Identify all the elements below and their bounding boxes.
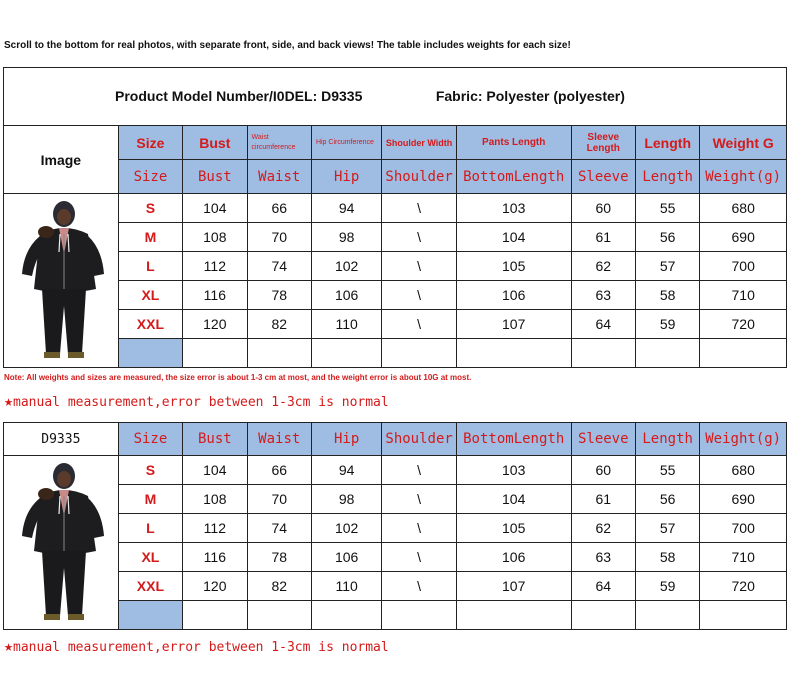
- cell-empty: [571, 339, 635, 368]
- cell-shoulder: \: [382, 572, 456, 601]
- header-pants-length: Pants Length: [456, 126, 571, 160]
- cell-bust: 116: [183, 543, 247, 572]
- cell-empty: [183, 339, 247, 368]
- size-table-2: [3, 422, 787, 630]
- cell-bottom: 103: [456, 194, 571, 223]
- cell-size-empty: [118, 339, 182, 368]
- cell-bust: 108: [183, 485, 247, 514]
- cell-sleeve: 61: [571, 485, 635, 514]
- note-text: Note: All weights and sizes are measured, the size error is about 1-3 cm at most, and the weight error is about 10G at most.: [4, 373, 472, 382]
- cell-bust: 120: [183, 572, 247, 601]
- cell-empty: [635, 339, 699, 368]
- sub-hip: Hip: [311, 160, 381, 194]
- cell-empty: [456, 601, 571, 630]
- product-model: Product Model Number/I0DEL: D9335: [115, 87, 363, 104]
- cell-weight: 720: [700, 310, 787, 339]
- cell-shoulder: \: [382, 485, 456, 514]
- cell-size: M: [118, 485, 182, 514]
- sub-bust: Bust: [183, 160, 247, 194]
- header-length: Length: [635, 126, 699, 160]
- cell-empty: [456, 339, 571, 368]
- cell-bottom: 107: [456, 310, 571, 339]
- model-photo: [4, 194, 119, 368]
- cell-bust: 104: [183, 456, 247, 485]
- size-table-1: [3, 67, 787, 368]
- cell-hip: 94: [311, 456, 381, 485]
- model-code: D9335: [4, 423, 119, 456]
- cell-bottom: 107: [456, 572, 571, 601]
- sub-size-2: Size: [118, 423, 182, 456]
- cell-empty: [247, 601, 311, 630]
- cell-shoulder: \: [382, 252, 456, 281]
- cell-waist: 70: [247, 223, 311, 252]
- model-photo-icon: [4, 456, 116, 628]
- cell-hip: 98: [311, 485, 381, 514]
- manual-note-text: manual measurement,error between 1-3cm is normal: [13, 395, 389, 410]
- header-bust: Bust: [183, 126, 247, 160]
- cell-hip: 110: [311, 572, 381, 601]
- cell-hip: 102: [311, 514, 381, 543]
- cell-length: 57: [635, 514, 699, 543]
- cell-empty: [571, 601, 635, 630]
- cell-waist: 66: [247, 456, 311, 485]
- cell-weight: 700: [700, 252, 787, 281]
- title-row: [4, 68, 787, 126]
- cell-sleeve: 64: [571, 572, 635, 601]
- sub-bottom-length: BottomLength: [456, 160, 571, 194]
- cell-length: 55: [635, 194, 699, 223]
- cell-hip: 110: [311, 310, 381, 339]
- cell-size: XXL: [118, 310, 182, 339]
- cell-bust: 104: [183, 194, 247, 223]
- table-row: [4, 310, 787, 339]
- table-row: [4, 223, 787, 252]
- cell-empty: [700, 601, 787, 630]
- model-photo: [4, 456, 119, 630]
- cell-size: L: [118, 252, 182, 281]
- cell-weight: 710: [700, 543, 787, 572]
- cell-weight: 680: [700, 456, 787, 485]
- cell-length: 55: [635, 456, 699, 485]
- cell-bottom: 104: [456, 223, 571, 252]
- cell-bust: 120: [183, 310, 247, 339]
- cell-shoulder: \: [382, 456, 456, 485]
- table-row: [4, 281, 787, 310]
- sub-waist: Waist: [247, 160, 311, 194]
- cell-weight: 680: [700, 194, 787, 223]
- table-row: [4, 456, 787, 485]
- cell-bottom: 106: [456, 543, 571, 572]
- cell-hip: 106: [311, 543, 381, 572]
- header-hip: Hip Circumference: [311, 126, 381, 160]
- cell-bust: 116: [183, 281, 247, 310]
- table-1-body: [4, 194, 787, 368]
- cell-sleeve: 64: [571, 310, 635, 339]
- cell-size: S: [118, 456, 182, 485]
- sub-size: Size: [118, 160, 182, 194]
- sub-hip-2: Hip: [311, 423, 381, 456]
- cell-shoulder: \: [382, 281, 456, 310]
- table-row: [4, 514, 787, 543]
- header-size: Size: [118, 126, 182, 160]
- star-icon: ★: [4, 637, 14, 655]
- cell-waist: 78: [247, 543, 311, 572]
- cell-hip: 98: [311, 223, 381, 252]
- cell-empty: [382, 601, 456, 630]
- table-row: [4, 252, 787, 281]
- cell-empty: [382, 339, 456, 368]
- cell-waist: 78: [247, 281, 311, 310]
- cell-waist: 74: [247, 514, 311, 543]
- cell-weight: 720: [700, 572, 787, 601]
- cell-weight: 700: [700, 514, 787, 543]
- cell-sleeve: 61: [571, 223, 635, 252]
- cell-empty: [311, 601, 381, 630]
- sub-weight: Weight(g): [700, 160, 787, 194]
- sub-shoulder-2: Shoulder: [382, 423, 456, 456]
- cell-bottom: 104: [456, 485, 571, 514]
- header-sleeve: Sleeve Length: [571, 126, 635, 160]
- cell-sleeve: 60: [571, 194, 635, 223]
- table-row: [4, 485, 787, 514]
- cell-empty: [183, 601, 247, 630]
- cell-sleeve: 60: [571, 456, 635, 485]
- cell-waist: 70: [247, 485, 311, 514]
- cell-size: XL: [118, 543, 182, 572]
- cell-shoulder: \: [382, 223, 456, 252]
- cell-sleeve: 62: [571, 252, 635, 281]
- cell-shoulder: \: [382, 543, 456, 572]
- cell-bust: 112: [183, 252, 247, 281]
- cell-size: XL: [118, 281, 182, 310]
- cell-bottom: 105: [456, 252, 571, 281]
- cell-bust: 112: [183, 514, 247, 543]
- cell-size: M: [118, 223, 182, 252]
- header-shoulder: Shoulder Width: [382, 126, 456, 160]
- cell-shoulder: \: [382, 310, 456, 339]
- cell-waist: 82: [247, 310, 311, 339]
- sub-waist-2: Waist: [247, 423, 311, 456]
- manual-note-text: manual measurement,error between 1-3cm is normal: [13, 640, 389, 655]
- cell-length: 56: [635, 223, 699, 252]
- cell-weight: 710: [700, 281, 787, 310]
- manual-note-2: [4, 637, 389, 655]
- cell-sleeve: 62: [571, 514, 635, 543]
- table-row: [4, 572, 787, 601]
- cell-hip: 102: [311, 252, 381, 281]
- cell-length: 59: [635, 572, 699, 601]
- cell-empty: [700, 339, 787, 368]
- cell-shoulder: \: [382, 194, 456, 223]
- cell-weight: 690: [700, 223, 787, 252]
- star-icon: ★: [4, 392, 14, 410]
- fabric: Fabric: Polyester (polyester): [435, 87, 625, 104]
- sub-sleeve: Sleeve: [571, 160, 635, 194]
- cell-hip: 94: [311, 194, 381, 223]
- cell-bottom: 105: [456, 514, 571, 543]
- cell-waist: 66: [247, 194, 311, 223]
- sub-bottom-length-2: BottomLength: [456, 423, 571, 456]
- cell-length: 57: [635, 252, 699, 281]
- intro-text: Scroll to the bottom for real photos, with separate front, side, and back views! The table includes weights for each size!: [4, 40, 571, 51]
- cell-empty: [247, 339, 311, 368]
- sub-weight-2: Weight(g): [700, 423, 787, 456]
- cell-size: S: [118, 194, 182, 223]
- cell-sleeve: 63: [571, 281, 635, 310]
- cell-waist: 82: [247, 572, 311, 601]
- cell-size: L: [118, 514, 182, 543]
- cell-shoulder: \: [382, 514, 456, 543]
- cell-bust: 108: [183, 223, 247, 252]
- header-weight: Weight G: [700, 126, 787, 160]
- cell-empty: [311, 339, 381, 368]
- cell-bottom: 103: [456, 456, 571, 485]
- cell-waist: 74: [247, 252, 311, 281]
- cell-weight: 690: [700, 485, 787, 514]
- table-row-empty: [4, 339, 787, 368]
- cell-empty: [635, 601, 699, 630]
- cell-size: XXL: [118, 572, 182, 601]
- cell-bottom: 106: [456, 281, 571, 310]
- table-row: [4, 543, 787, 572]
- manual-note-1: [4, 392, 389, 410]
- sub-length-2: Length: [635, 423, 699, 456]
- cell-length: 58: [635, 543, 699, 572]
- cell-length: 59: [635, 310, 699, 339]
- image-label: Image: [4, 126, 119, 194]
- sub-bust-2: Bust: [183, 423, 247, 456]
- table-2-body: [4, 456, 787, 630]
- cell-length: 56: [635, 485, 699, 514]
- table-row-empty: [4, 601, 787, 630]
- cell-hip: 106: [311, 281, 381, 310]
- cell-size-empty: [118, 601, 182, 630]
- sub-sleeve-2: Sleeve: [571, 423, 635, 456]
- cell-sleeve: 63: [571, 543, 635, 572]
- model-photo-icon: [4, 194, 116, 366]
- sub-length: Length: [635, 160, 699, 194]
- cell-length: 58: [635, 281, 699, 310]
- sub-shoulder: Shoulder: [382, 160, 456, 194]
- table-row: [4, 194, 787, 223]
- header-waist: Waist circumference: [247, 126, 311, 160]
